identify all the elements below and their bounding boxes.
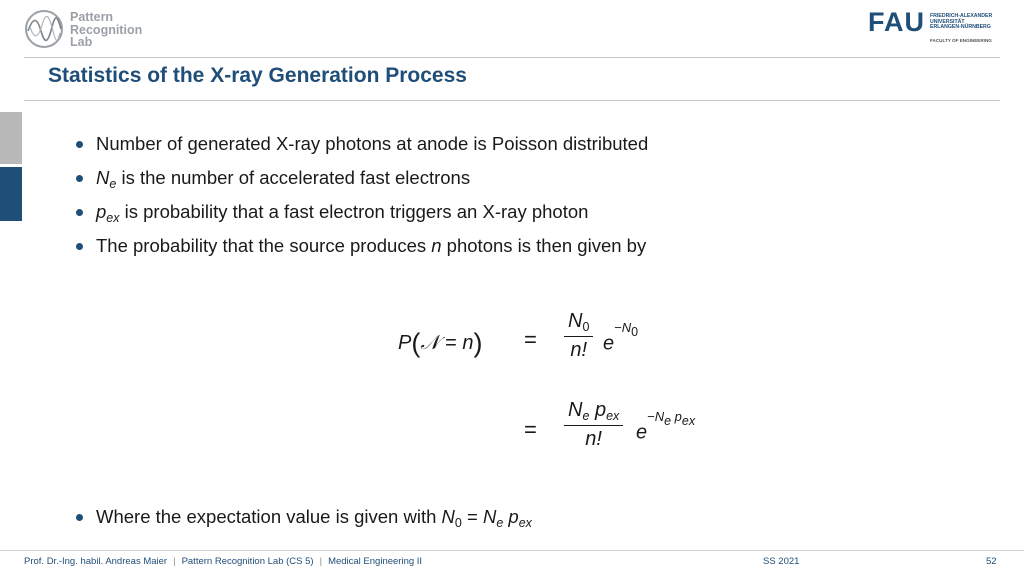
bullet-item-3 [72, 195, 772, 229]
eq2-exponential [636, 409, 696, 445]
bullet-dot-icon [76, 175, 83, 182]
bullet-2-text: is the number of accelerated fast electrons [116, 167, 471, 188]
eq2-exp-sup-N-sub: e [664, 414, 672, 428]
equation-1 [398, 310, 698, 380]
footer-divider [0, 550, 1024, 551]
eq1-exp-base: e [603, 332, 615, 355]
eq2-num-p: p [589, 399, 607, 421]
var-n: n [431, 235, 442, 256]
bullet-4-pre: The probability that the source produces [96, 235, 432, 256]
bullet-5-eq: = [461, 506, 483, 527]
logo-left-line-3: Lab [70, 35, 93, 49]
logo-left-text [70, 11, 142, 49]
bullet-dot-icon [76, 514, 83, 521]
eq1-fraction [564, 310, 593, 362]
footer-credits [24, 556, 422, 567]
bullet-5-Ne-sub: e [496, 516, 504, 530]
bullet-item-1 [72, 127, 772, 161]
eq2-denominator [564, 428, 623, 451]
eq2-equals: = [524, 417, 537, 442]
eq2-fraction-bar [564, 425, 623, 426]
fau-name-lines [930, 14, 992, 31]
side-tab-blue [0, 167, 22, 221]
title-divider [24, 100, 1000, 101]
footer-course: Medical Engineering II [328, 556, 423, 567]
eq-n: n [462, 332, 474, 354]
eq2-num-N-sub: e [582, 409, 590, 423]
bullet-item-4 [72, 229, 772, 263]
eq-close-paren: ) [473, 328, 483, 358]
bullet-5-N: N [441, 506, 455, 527]
sub-e: e [109, 177, 117, 191]
eq1-den: n! [570, 339, 588, 361]
eq2-exp-sup-N: −N [647, 409, 665, 424]
eq1-exp-sup-sub: 0 [631, 325, 639, 339]
bullet-3-text: is probability that a fast electron triggers an X-ray photon [119, 201, 589, 222]
fau-logo [868, 9, 1008, 45]
eq-open-paren: ( [411, 328, 421, 358]
header-divider [24, 57, 1000, 58]
bullet-4-post: photons is then given by [441, 235, 647, 256]
eq2-numerator [564, 399, 623, 422]
footer-separator-2: | [319, 556, 323, 567]
eq-inner-eq: = [439, 332, 463, 354]
sub-ex: ex [106, 211, 120, 225]
var-p: p [96, 201, 107, 222]
bullet-dot-icon [76, 243, 83, 250]
bullet-list [72, 127, 772, 263]
eq1-num-N: N [568, 310, 583, 332]
bullet-5-p-sub: ex [518, 516, 532, 530]
slide-title: Statistics of the X-ray Generation Process [48, 64, 467, 87]
eq1-numerator [564, 310, 593, 333]
eq1-equals: = [524, 327, 537, 352]
eq2-exp-sup-p-sub: ex [681, 414, 696, 428]
side-tab-gray [0, 112, 22, 164]
var-N: N [96, 167, 110, 188]
bullet-item-5 [72, 500, 532, 534]
pattern-recognition-lab-logo [24, 8, 174, 54]
wave-circle-icon [24, 9, 64, 49]
eq-P: P [398, 332, 412, 354]
eq2-num-N: N [568, 399, 583, 421]
eq2-num-p-sub: ex [606, 409, 620, 423]
fau-letters: FAU [868, 7, 925, 37]
footer-author: Prof. Dr.-Ing. habil. Andreas Maier [24, 556, 168, 567]
eq2-exp-sup-p: p [671, 409, 682, 424]
footer-separator-1: | [173, 556, 176, 567]
bullet-5-p: p [503, 506, 519, 527]
eq2-exp-base: e [636, 421, 648, 444]
footer-term: SS 2021 [763, 556, 800, 567]
page-number: 52 [986, 556, 997, 567]
logo-left-line-1: Pattern [70, 10, 114, 24]
bullet-5-N-sub: 0 [454, 516, 462, 530]
bullet-5-Ne: N [482, 506, 497, 527]
eq1-exp-sup [614, 320, 639, 339]
bullet-dot-icon [76, 209, 83, 216]
equation-2 [520, 397, 780, 467]
logo-left-line-2: Recognition [70, 22, 143, 37]
eq1-exp-sup-text: −N [614, 320, 632, 335]
equation-lhs [398, 328, 482, 359]
eq2-fraction [564, 399, 623, 451]
bullet-1-text: Number of generated X-ray photons at anode is Poisson distributed [96, 133, 649, 154]
footer-lab: Pattern Recognition Lab (CS 5) [181, 556, 314, 567]
eq2-den: n! [585, 428, 602, 450]
bullet-5-pre: Where the expectation value is given with [96, 506, 442, 527]
fau-line-1: FRIEDRICH-ALEXANDER [930, 13, 993, 19]
fau-line-3: ERLANGEN-NÜRNBERG [930, 24, 991, 31]
bullet-item-2 [72, 161, 772, 195]
eq2-exp-sup [647, 409, 696, 428]
fau-faculty: FACULTY OF ENGINEERING [930, 38, 992, 43]
eq1-fraction-bar [564, 336, 593, 337]
bullet-dot-icon [76, 141, 83, 148]
eq1-exponential [603, 320, 639, 356]
eq1-num-sub: 0 [582, 320, 590, 334]
eq1-denominator [564, 339, 593, 362]
fau-line-2: UNIVERSITÄT [930, 18, 965, 25]
eq-calN: 𝒩 [420, 332, 440, 354]
